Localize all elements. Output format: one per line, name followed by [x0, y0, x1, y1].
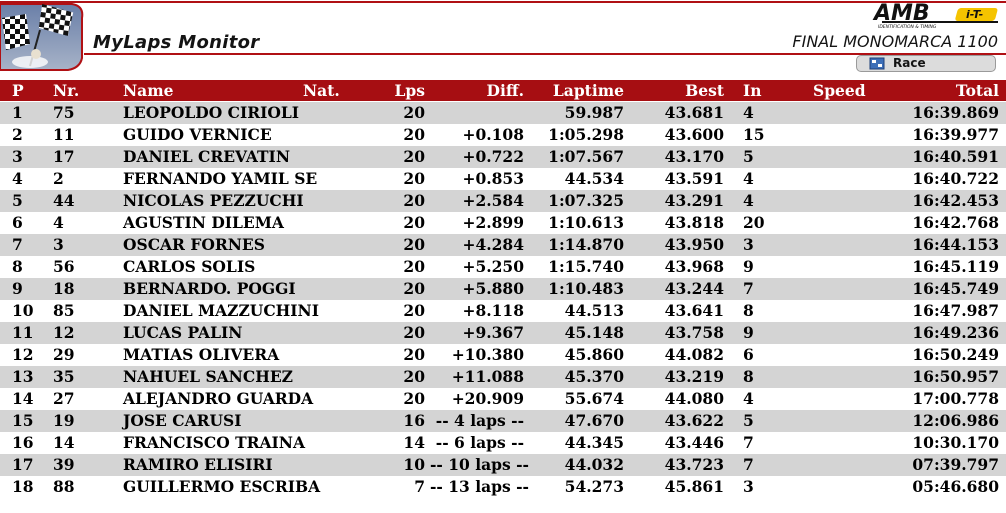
cell-position: 15	[12, 411, 34, 430]
cell-best: 43.622	[664, 411, 724, 430]
cell-laps: 20	[403, 235, 425, 254]
table-row[interactable]	[0, 190, 1006, 212]
cell-number: 14	[53, 433, 75, 452]
cell-best: 43.950	[664, 235, 724, 254]
cell-position: 7	[12, 235, 23, 254]
cell-total: 16:45.119	[912, 257, 999, 276]
cell-nationality	[303, 190, 363, 212]
table-row[interactable]	[0, 146, 1006, 168]
cell-name: BERNARDO. POGGI	[123, 279, 296, 298]
cell-position: 11	[12, 323, 34, 342]
cell-best: 43.219	[664, 367, 724, 386]
cell-difference: +9.367	[462, 323, 524, 342]
cell-best: 44.082	[664, 345, 724, 364]
cell-speed	[813, 300, 873, 322]
race-session-button[interactable]	[856, 55, 996, 72]
table-row[interactable]	[0, 124, 1006, 146]
cell-name: FERNANDO YAMIL SE	[123, 169, 318, 188]
col-name[interactable]: Name	[123, 81, 174, 100]
cell-total: 10:30.170	[912, 433, 999, 452]
cell-best: 43.170	[664, 147, 724, 166]
table-row[interactable]	[0, 454, 1006, 476]
cell-laps: 20	[403, 125, 425, 144]
cell-position: 16	[12, 433, 34, 452]
cell-speed	[813, 212, 873, 234]
cell-laptime: 1:10.483	[548, 279, 624, 298]
cell-total: 05:46.680	[912, 477, 999, 496]
cell-nationality	[303, 168, 363, 190]
cell-number: 11	[53, 125, 75, 144]
col-total[interactable]: Total	[955, 81, 999, 100]
cell-difference: +5.250	[462, 257, 524, 276]
cell-best: 43.681	[664, 103, 724, 122]
cell-name: OSCAR FORNES	[123, 235, 265, 254]
cell-name: LUCAS PALIN	[123, 323, 243, 342]
cell-laps: 16	[403, 411, 425, 430]
cell-total: 16:42.453	[912, 191, 999, 210]
cell-laptime: 54.273	[564, 477, 624, 496]
table-row[interactable]	[0, 322, 1006, 344]
col-nationality[interactable]: Nat.	[303, 81, 340, 100]
cell-laptime: 45.370	[564, 367, 624, 386]
cell-difference: +2.899	[462, 213, 524, 232]
cell-difference: +11.088	[451, 367, 524, 386]
col-in[interactable]: In	[743, 81, 762, 100]
cell-laps: 20	[403, 103, 425, 122]
cell-speed	[813, 234, 873, 256]
cell-position: 10	[12, 301, 34, 320]
table-row[interactable]	[0, 388, 1006, 410]
cell-name: CARLOS SOLIS	[123, 257, 256, 276]
cell-total: 16:49.236	[912, 323, 999, 342]
cell-best: 43.244	[664, 279, 724, 298]
col-speed[interactable]: Speed	[813, 81, 866, 100]
cell-best: 45.861	[664, 477, 724, 496]
cell-total: 16:40.722	[912, 169, 999, 188]
cell-difference: -- 4 laps --	[435, 411, 524, 430]
cell-position: 5	[12, 191, 23, 210]
cell-speed	[813, 322, 873, 344]
cell-total: 16:50.249	[912, 345, 999, 364]
cell-nationality	[303, 256, 363, 278]
cell-difference: +0.108	[462, 125, 524, 144]
cell-laps: 7	[414, 477, 425, 496]
cell-nationality	[303, 234, 363, 256]
cell-laps: 14	[403, 433, 425, 452]
cell-laptime: 1:10.613	[548, 213, 624, 232]
race-icon	[869, 57, 885, 70]
table-row[interactable]	[0, 212, 1006, 234]
cell-laptime: 45.148	[564, 323, 624, 342]
cell-position: 18	[12, 477, 34, 496]
cell-in: 20	[743, 213, 765, 232]
table-row[interactable]	[0, 432, 1006, 454]
cell-number: 39	[53, 455, 75, 474]
cell-position: 17	[12, 455, 34, 474]
cell-best: 44.080	[664, 389, 724, 408]
cell-difference	[430, 102, 524, 124]
cell-speed	[813, 432, 873, 454]
cell-number: 44	[53, 191, 75, 210]
cell-number: 27	[53, 389, 75, 408]
cell-laps: 20	[403, 301, 425, 320]
col-number[interactable]: Nr.	[53, 81, 80, 100]
cell-best: 43.446	[664, 433, 724, 452]
cell-difference: +2.584	[462, 191, 524, 210]
cell-name: NAHUEL SANCHEZ	[123, 367, 293, 386]
race-button-label: Race	[893, 56, 926, 70]
cell-total: 16:40.591	[912, 147, 999, 166]
cell-speed	[813, 476, 873, 498]
cell-total: 16:42.768	[912, 213, 999, 232]
cell-speed	[813, 256, 873, 278]
cell-number: 56	[53, 257, 75, 276]
event-title: FINAL MONOMARCA 1100	[792, 32, 998, 51]
cell-nationality	[303, 366, 363, 388]
cell-in: 4	[743, 103, 754, 122]
cell-position: 8	[12, 257, 23, 276]
svg-text:AMB: AMB	[874, 1, 930, 26]
cell-total: 16:50.957	[912, 367, 999, 386]
cell-position: 4	[12, 169, 23, 188]
cell-number: 3	[53, 235, 64, 254]
cell-name: RAMIRO ELISIRI	[123, 455, 273, 474]
cell-nationality	[303, 432, 363, 454]
cell-name: GUIDO VERNICE	[123, 125, 272, 144]
cell-name: JOSE CARUSI	[123, 411, 242, 430]
cell-best: 43.641	[664, 301, 724, 320]
table-row[interactable]	[0, 278, 1006, 300]
cell-laptime: 47.670	[564, 411, 624, 430]
cell-speed	[813, 102, 873, 124]
cell-name: AGUSTIN DILEMA	[123, 213, 284, 232]
cell-name: DANIEL CREVATIN	[123, 147, 290, 166]
cell-name: MATIAS OLIVERA	[123, 345, 280, 364]
cell-difference: +4.284	[462, 235, 524, 254]
cell-laps: 20	[403, 213, 425, 232]
col-difference[interactable]: Diff.	[486, 81, 524, 100]
cell-total: 16:45.749	[912, 279, 999, 298]
cell-in: 4	[743, 191, 754, 210]
cell-nationality	[303, 388, 363, 410]
cell-in: 7	[743, 279, 754, 298]
table-row[interactable]	[0, 102, 1006, 124]
cell-in: 8	[743, 301, 754, 320]
cell-laptime: 1:05.298	[548, 125, 624, 144]
cell-position: 9	[12, 279, 23, 298]
cell-nationality	[303, 322, 363, 344]
col-position[interactable]: P	[12, 81, 24, 100]
svg-text:i-T-: i-T-	[966, 8, 984, 21]
cell-in: 7	[743, 433, 754, 452]
cell-number: 2	[53, 169, 64, 188]
table-header	[0, 80, 1006, 101]
cell-laptime: 55.674	[564, 389, 624, 408]
cell-speed	[813, 388, 873, 410]
cell-in: 3	[743, 477, 754, 496]
cell-best: 43.818	[664, 213, 724, 232]
cell-difference: +0.853	[462, 169, 524, 188]
cell-speed	[813, 366, 873, 388]
cell-laptime: 1:14.870	[548, 235, 624, 254]
cell-laps: 20	[403, 367, 425, 386]
table-row[interactable]	[0, 410, 1006, 432]
cell-nationality	[303, 278, 363, 300]
table-row[interactable]	[0, 234, 1006, 256]
cell-total: 07:39.797	[912, 455, 999, 474]
cell-laptime: 1:07.325	[548, 191, 624, 210]
cell-position: 13	[12, 367, 34, 386]
cell-speed	[813, 168, 873, 190]
cell-difference: -- 10 laps --	[430, 455, 529, 474]
cell-in: 9	[743, 257, 754, 276]
cell-nationality	[303, 102, 363, 124]
cell-name: LEOPOLDO CIRIOLI	[123, 103, 299, 122]
cell-position: 1	[12, 103, 23, 122]
cell-number: 17	[53, 147, 75, 166]
cell-difference: +5.880	[462, 279, 524, 298]
cell-best: 43.291	[664, 191, 724, 210]
cell-total: 16:39.869	[912, 103, 999, 122]
cell-speed	[813, 410, 873, 432]
cell-in: 4	[743, 389, 754, 408]
cell-name: GUILLERMO ESCRIBA	[123, 477, 321, 496]
cell-difference: -- 13 laps --	[430, 477, 529, 496]
cell-in: 15	[743, 125, 765, 144]
cell-best: 43.758	[664, 323, 724, 342]
cell-best: 43.723	[664, 455, 724, 474]
cell-number: 18	[53, 279, 75, 298]
table-row[interactable]	[0, 300, 1006, 322]
cell-total: 16:44.153	[912, 235, 999, 254]
cell-number: 19	[53, 411, 75, 430]
col-best[interactable]: Best	[685, 81, 724, 100]
cell-nationality	[303, 146, 363, 168]
cell-best: 43.600	[664, 125, 724, 144]
cell-laptime: 44.032	[564, 455, 624, 474]
cell-nationality	[303, 410, 363, 432]
cell-number: 35	[53, 367, 75, 386]
cell-number: 75	[53, 103, 75, 122]
app-title: MyLaps Monitor	[93, 32, 260, 53]
cell-number: 29	[53, 345, 75, 364]
cell-number: 88	[53, 477, 75, 496]
col-laps[interactable]: Lps	[394, 81, 425, 100]
amb-logo	[868, 1, 1004, 29]
cell-in: 3	[743, 235, 754, 254]
cell-difference: +10.380	[451, 345, 524, 364]
cell-laptime: 44.534	[564, 169, 624, 188]
cell-in: 6	[743, 345, 754, 364]
cell-laps: 20	[403, 323, 425, 342]
table-row[interactable]	[0, 344, 1006, 366]
cell-position: 2	[12, 125, 23, 144]
cell-total: 16:39.977	[912, 125, 999, 144]
cell-number: 85	[53, 301, 75, 320]
cell-laptime: 44.345	[564, 433, 624, 452]
cell-nationality	[303, 124, 363, 146]
cell-laps: 20	[403, 257, 425, 276]
svg-text:IDENTIFICATION & TIMING: IDENTIFICATION & TIMING	[878, 25, 937, 30]
cell-laptime: 44.513	[564, 301, 624, 320]
table-row[interactable]	[0, 476, 1006, 498]
cell-nationality	[303, 300, 363, 322]
cell-difference: -- 6 laps --	[435, 433, 524, 452]
cell-name: ALEJANDRO GUARDA	[123, 389, 314, 408]
cell-laptime: 1:15.740	[548, 257, 624, 276]
cell-position: 12	[12, 345, 34, 364]
cell-difference: +8.118	[462, 301, 524, 320]
cell-speed	[813, 278, 873, 300]
cell-speed	[813, 344, 873, 366]
cell-number: 4	[53, 213, 64, 232]
cell-total: 16:47.987	[912, 301, 999, 320]
checkered-flag-icon	[0, 4, 84, 70]
cell-best: 43.591	[664, 169, 724, 188]
cell-name: DANIEL MAZZUCHINI	[123, 301, 319, 320]
top-accent-line	[0, 1, 1006, 3]
cell-total: 17:00.778	[912, 389, 999, 408]
cell-name: NICOLAS PEZZUCHI	[123, 191, 304, 210]
col-laptime[interactable]: Laptime	[552, 81, 624, 100]
cell-nationality	[303, 454, 363, 476]
cell-nationality	[303, 476, 363, 498]
cell-position: 6	[12, 213, 23, 232]
cell-laps: 20	[403, 169, 425, 188]
cell-in: 8	[743, 367, 754, 386]
table-row[interactable]	[0, 256, 1006, 278]
cell-total: 12:06.986	[912, 411, 999, 430]
cell-in: 7	[743, 455, 754, 474]
cell-laps: 20	[403, 191, 425, 210]
cell-speed	[813, 190, 873, 212]
table-row[interactable]	[0, 366, 1006, 388]
cell-name: FRANCISCO TRAINA	[123, 433, 305, 452]
cell-in: 4	[743, 169, 754, 188]
cell-speed	[813, 124, 873, 146]
cell-laps: 20	[403, 147, 425, 166]
cell-position: 14	[12, 389, 34, 408]
cell-difference: +20.909	[451, 389, 524, 408]
cell-number: 12	[53, 323, 75, 342]
cell-in: 5	[743, 147, 754, 166]
cell-speed	[813, 146, 873, 168]
cell-laps: 10	[403, 455, 425, 474]
cell-best: 43.968	[664, 257, 724, 276]
cell-difference: +0.722	[462, 147, 524, 166]
cell-laptime: 1:07.567	[548, 147, 624, 166]
cell-laps: 20	[403, 279, 425, 298]
cell-in: 5	[743, 411, 754, 430]
cell-laps: 20	[403, 345, 425, 364]
cell-nationality	[303, 212, 363, 234]
cell-nationality	[303, 344, 363, 366]
cell-position: 3	[12, 147, 23, 166]
table-row[interactable]	[0, 168, 1006, 190]
cell-laps: 20	[403, 389, 425, 408]
cell-speed	[813, 454, 873, 476]
cell-in: 9	[743, 323, 754, 342]
cell-laptime: 45.860	[564, 345, 624, 364]
cell-laptime: 59.987	[564, 103, 624, 122]
